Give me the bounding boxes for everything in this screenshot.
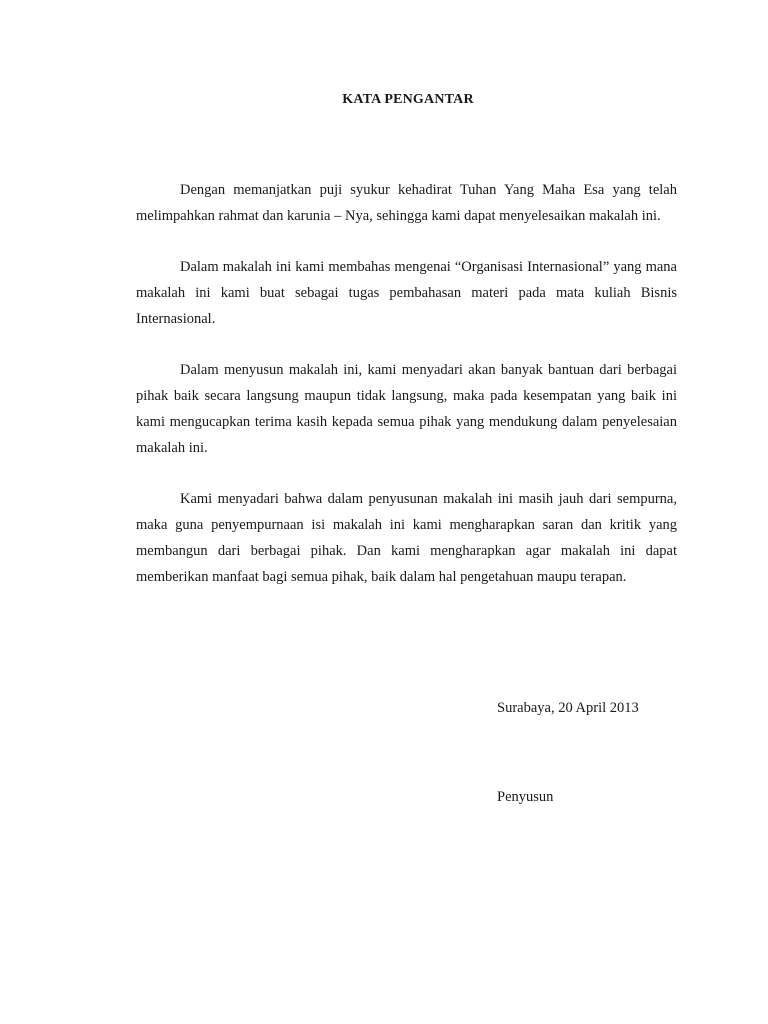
paragraph-2: Dalam makalah ini kami membahas mengenai “Organisasi Internasional” yang mana makalah ini kami buat sebagai tugas pembahasan materi pada mata kuliah Bisnis Internasional. xyxy=(136,259,677,327)
body-text xyxy=(136,177,677,615)
paragraph-1: Dengan memanjatkan puji syukur kehadirat Tuhan Yang Maha Esa yang telah melimpahkan rahmat dan karunia – Nya, sehingga kami dapat menyelesaikan makalah ini. xyxy=(136,182,677,224)
paragraph-4: Kami menyadari bahwa dalam penyusunan makalah ini masih jauh dari sempurna, maka guna penyempurnaan isi makalah ini kami mengharapkan saran dan kritik yang membangun dari berbagai pihak. Dan kami mengharapkan agar makalah ini dapat memberikan manfaat bagi semua pihak, baik dalam hal pengetahuan maupu terapan. xyxy=(136,491,677,585)
paragraph-3: Dalam menyusun makalah ini, kami menyadari akan banyak bantuan dari berbagai pihak baik secara langsung maupun tidak langsung, maka pada kesempatan yang baik ini kami mengucapkan terima kasih kepada semua pihak yang mendukung dalam penyelesaian makalah ini. xyxy=(136,362,677,456)
place-date: Surabaya, 20 April 2013 xyxy=(497,700,639,716)
page-title: KATA PENGANTAR xyxy=(342,92,474,107)
signatory: Penyusun xyxy=(497,789,554,805)
